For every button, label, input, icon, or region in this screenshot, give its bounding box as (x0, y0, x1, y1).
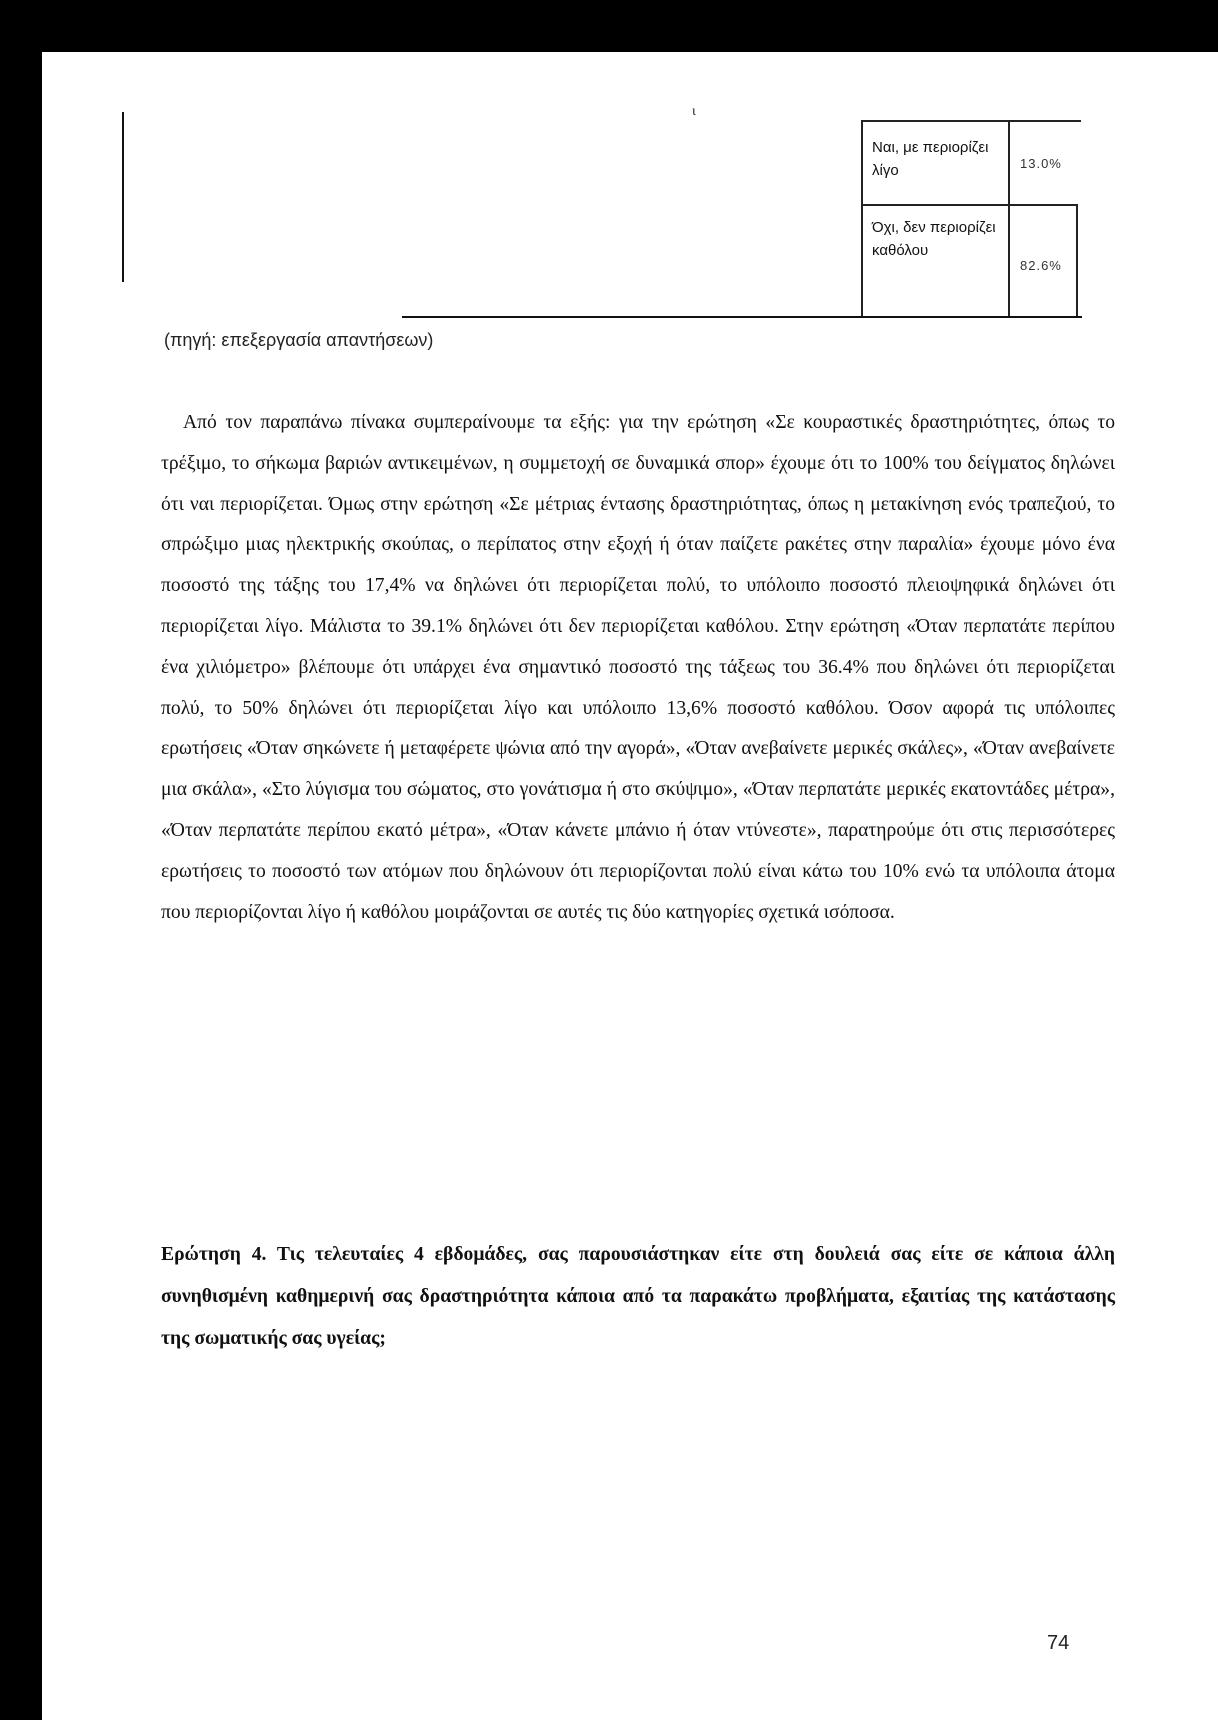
left-crop-mark (122, 112, 124, 282)
question-heading (161, 1234, 1115, 1360)
table-row-value: 13.0% (1008, 122, 1078, 206)
paragraph-text: Από τον παραπάνω πίνακα συμπεραίνουμε τα εξής: για την ερώτηση «Σε κουραστικές δραστηριότητες, όπως το τρέξιμο, το σήκωμα βαριών αντικειμένων, η συμμετοχή σε δυναμικά σπορ» έχουμε ότι το 100% του δείγματος δηλώνει ότι ναι περιορίζεται. Όμως στην ερώτηση «Σε μέτριας έντασης δραστηριότητας, όπως η μετακίνηση ενός τραπεζιού, το σπρώξιμο μιας ηλεκτρικής σκούπας, ο περίπατος στην εξοχή ή όταν παίζετε ρακέτες στην παραλία» έχουμε μόνο ένα ποσοστό της τάξης του 17,4% να δηλώνει ότι περιορίζεται πολύ, το υπόλοιπο ποσοστό πλειοψηφικά δηλώνει ότι περιορίζεται λίγο. Μάλιστα το 39.1% δηλώνει ότι δεν περιορίζεται καθόλου. Στην ερώτηση «Όταν περπατάτε περίπου ένα χιλιόμετρο» βλέπουμε ότι υπάρχει ένα σημαντικό ποσοστό της τάξεως του 36.4% που δηλώνει ότι περιορίζεται πολύ, το 50% δηλώνει ότι περιορίζεται λίγο και υπόλοιπο 13,6% ποσοστό καθόλου. Όσον αφορά τις υπόλοιπες ερωτήσεις «Όταν σηκώνετε ή μεταφέρετε ψώνια από την αγορά», «Όταν ανεβαίνετε μερικές σκάλες», «Όταν ανεβαίνετε μια σκάλα», «Στο λύγισμα του σώματος, στο γονάτισμα ή στο σκύψιμο», «Όταν περπατάτε μερικές εκατοντάδες μέτρα», «Όταν περπατάτε περίπου εκατό μέτρα», «Όταν κάνετε μπάνιο ή όταν ντύνεστε», παρατηρούμε ότι στις περισσότερες ερωτήσεις το ποσοστό των ατόμων που δηλώνουν ότι περιορίζονται πολύ είναι κάτω του 10% ενώ τα υπόλοιπα άτομα που περιορίζονται λίγο ή καθόλου μοιράζονται σε αυτές τις δύο κατηγορίες σχετικά ισόποσα. (161, 412, 1115, 923)
table-row-value: 82.6% (1008, 206, 1078, 318)
table-bottom-rule (402, 316, 1082, 318)
scanned-page (42, 52, 1218, 1720)
table-row-label: Όχι, δεν περιορίζει καθόλου (861, 206, 1008, 318)
page-number: 74 (1047, 1632, 1070, 1654)
source-note: (πηγή: επεξεργασία απαντήσεων) (164, 330, 434, 350)
question-text: Ερώτηση 4. Τις τελευταίες 4 εβδομάδες, σας παρουσιάστηκαν είτε στη δουλειά σας είτε σε κάποια άλλη συνηθισμένη καθημερινή σας δραστηριότητα κάποια από τα παρακάτω προβλήματα, εξαιτίας της κατάστασης της σωματικής σας υγείας; (161, 1244, 1115, 1349)
table-row-label: Ναι, με περιορίζει λίγο (861, 122, 1008, 206)
body-paragraph (161, 403, 1115, 933)
results-table (861, 120, 1081, 318)
scan-speck: ι (692, 104, 696, 119)
